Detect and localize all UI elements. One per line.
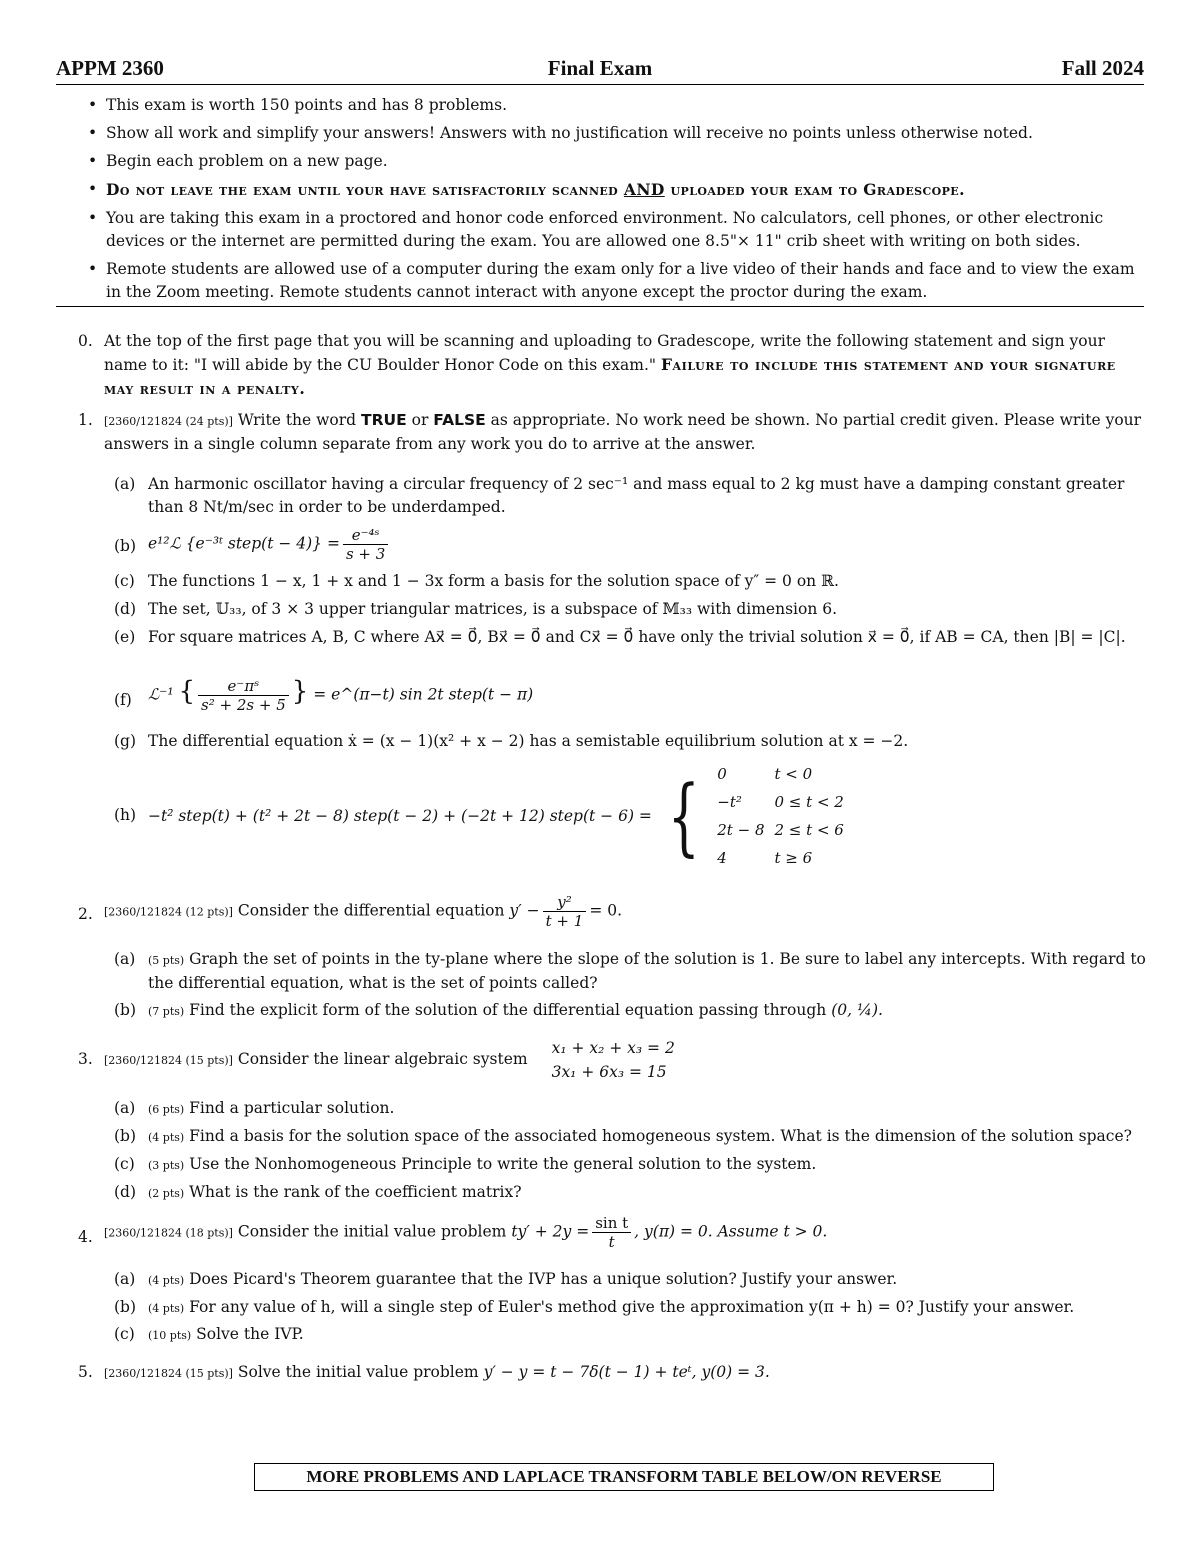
problem-4: 4. [2360/121824 (18 pts)] Consider the initial value problem ty′ + 2y = $\frac{\text{sin t}}{t}$ , y(π) = 0. Assume t > 0.: [78, 1214, 828, 1251]
problem-1a: (a) An harmonic oscillator having a circular frequency of 2 sec⁻¹ and mass equal to 2 kg must have a damping constant greater than 8 Nt/m/sec in order to be underdamped.: [114, 475, 1125, 516]
problem-1b: (b) e¹²ℒ {e⁻³ᵗ step(t − 4)} = $\frac{\text{e⁻⁴ˢ}}{s + 3}$: [114, 526, 1146, 563]
course-code: APPM 2360: [56, 56, 164, 80]
problem-1: 1. [2360/121824 (24 pts)] Write the word TRUE or FALSE as appropriate. No work need be shown. No partial credit given. Please write your answers in a single column separate from any work you do to arrive at the answer.: [78, 411, 1142, 453]
problem-2: 2. [2360/121824 (12 pts)] Consider the differential equation y′ − $\frac{\text{y²}}{t + 1}$ = 0.: [78, 893, 623, 930]
problem-3: 3. [2360/121824 (15 pts)] Consider the linear algebraic system x₁ + x₂ + x₃ = 2 3x₁ + 6x₃ = 15: [78, 1039, 675, 1081]
instruction-warning: • Do not leave the exam until your have satisfactorily scanned AND uploaded your exam to Gradescope.: [84, 178, 1146, 202]
instruction-item: • Show all work and simplify your answers! Answers with no justification will receive no points unless otherwise noted.: [84, 122, 1146, 145]
problem-1c: (c) The functions 1 − x, 1 + x and 1 − 3x form a basis for the solution space of y″ = 0 on ℝ.: [114, 572, 839, 590]
problem-4c: (c) (10 pts) Solve the IVP.: [114, 1325, 304, 1343]
problem-1d: (d) The set, 𝕌₃₃, of 3 × 3 upper triangular matrices, is a subspace of 𝕄₃₃ with dimension 6.: [114, 600, 838, 618]
problem-1e: (e) For square matrices A, B, C where Ax⃗ = 0⃗, Bx⃗ = 0⃗ and Cx⃗ = 0⃗ have only the trivial solution x⃗ = 0⃗, if AB = CA, then |B| = |C|.: [114, 628, 1126, 646]
problem-3a: (a) (6 pts) Find a particular solution.: [114, 1099, 395, 1117]
problem-3b: (b) (4 pts) Find a basis for the solution space of the associated homogeneous system. What is the dimension of the solution space?: [114, 1127, 1132, 1145]
problem-1h: (h) −t² step(t) + (t² + 2t − 8) step(t − 2) + (−2t + 12) step(t − 6) = { 0 t < 0 −t² 0 ≤ t < 2 2t − 8 2 ≤ t < 6 4 t ≥ 6: [114, 760, 1146, 872]
piecewise-table: 0 t < 0 −t² 0 ≤ t < 2 2t − 8 2 ≤ t < 6 4 t ≥ 6: [717, 765, 844, 867]
exam-title: Final Exam: [547, 56, 653, 80]
exam-term: Fall 2024: [1061, 56, 1144, 80]
problem-1g: (g) The differential equation ẋ = (x − 1)(x² + x − 2) has a semistable equilibrium solution at x = −2.: [114, 732, 909, 750]
problem-2a: (a) (5 pts) Graph the set of points in the ty-plane where the slope of the solution is 1. Be sure to label any intercepts. With regard to the differential equation, what is the set of points called?: [114, 950, 1146, 992]
problem-0: 0. At the top of the first page that you will be scanning and uploading to Gradescope, write the following statement and sign your name to it: "I will abide by the CU Boulder Honor Code on this exam." Failure to include this statement and your signature may result in a penalty.: [78, 332, 1116, 398]
problem-3d: (d) (2 pts) What is the rank of the coefficient matrix?: [114, 1183, 522, 1201]
problem-4b: (b) (4 pts) For any value of h, will a single step of Euler's method give the approximation y(π + h) = 0? Justify your answer.: [114, 1298, 1075, 1316]
instruction-item: • Remote students are allowed use of a computer during the exam only for a live video of their hands and face and to view the exam in the Zoom meeting. Remote students cannot interact with anyone except the proctor during the exam.: [84, 258, 1146, 304]
instruction-item: • Begin each problem on a new page.: [84, 150, 1146, 173]
page-header: [56, 52, 1144, 85]
problem-2b: (b) (7 pts) Find the explicit form of the solution of the differential equation passing through (0, ¼).: [114, 1001, 883, 1019]
problem-3c: (c) (3 pts) Use the Nonhomogeneous Principle to write the general solution to the system.: [114, 1155, 817, 1173]
instruction-item: • You are taking this exam in a proctored and honor code enforced environment. No calculators, cell phones, or other electronic devices or the internet are permitted during the exam. You are allowed one 8.5"× 11" crib sheet with writing on both sides.: [84, 207, 1146, 253]
problem-1f: (f) ℒ⁻¹ { $\frac{\text{e⁻πˢ}}{\text{s² + 2s + 5}}$ } = e^(π−t) sin 2t step(t − π): [114, 676, 534, 714]
instructions-list: [84, 94, 1146, 309]
problem-5: 5. [2360/121824 (15 pts)] Solve the initial value problem y′ − y = t − 7δ(t − 1) + teᵗ, y(0) = 3.: [78, 1363, 770, 1381]
instruction-item: • This exam is worth 150 points and has 8 problems.: [84, 94, 1146, 117]
section-divider: [56, 306, 1144, 307]
footer-notice: MORE PROBLEMS AND LAPLACE TRANSFORM TABLE BELOW/ON REVERSE: [254, 1463, 994, 1491]
problem-4a: (a) (4 pts) Does Picard's Theorem guarantee that the IVP has a unique solution? Justify your answer.: [114, 1270, 898, 1288]
